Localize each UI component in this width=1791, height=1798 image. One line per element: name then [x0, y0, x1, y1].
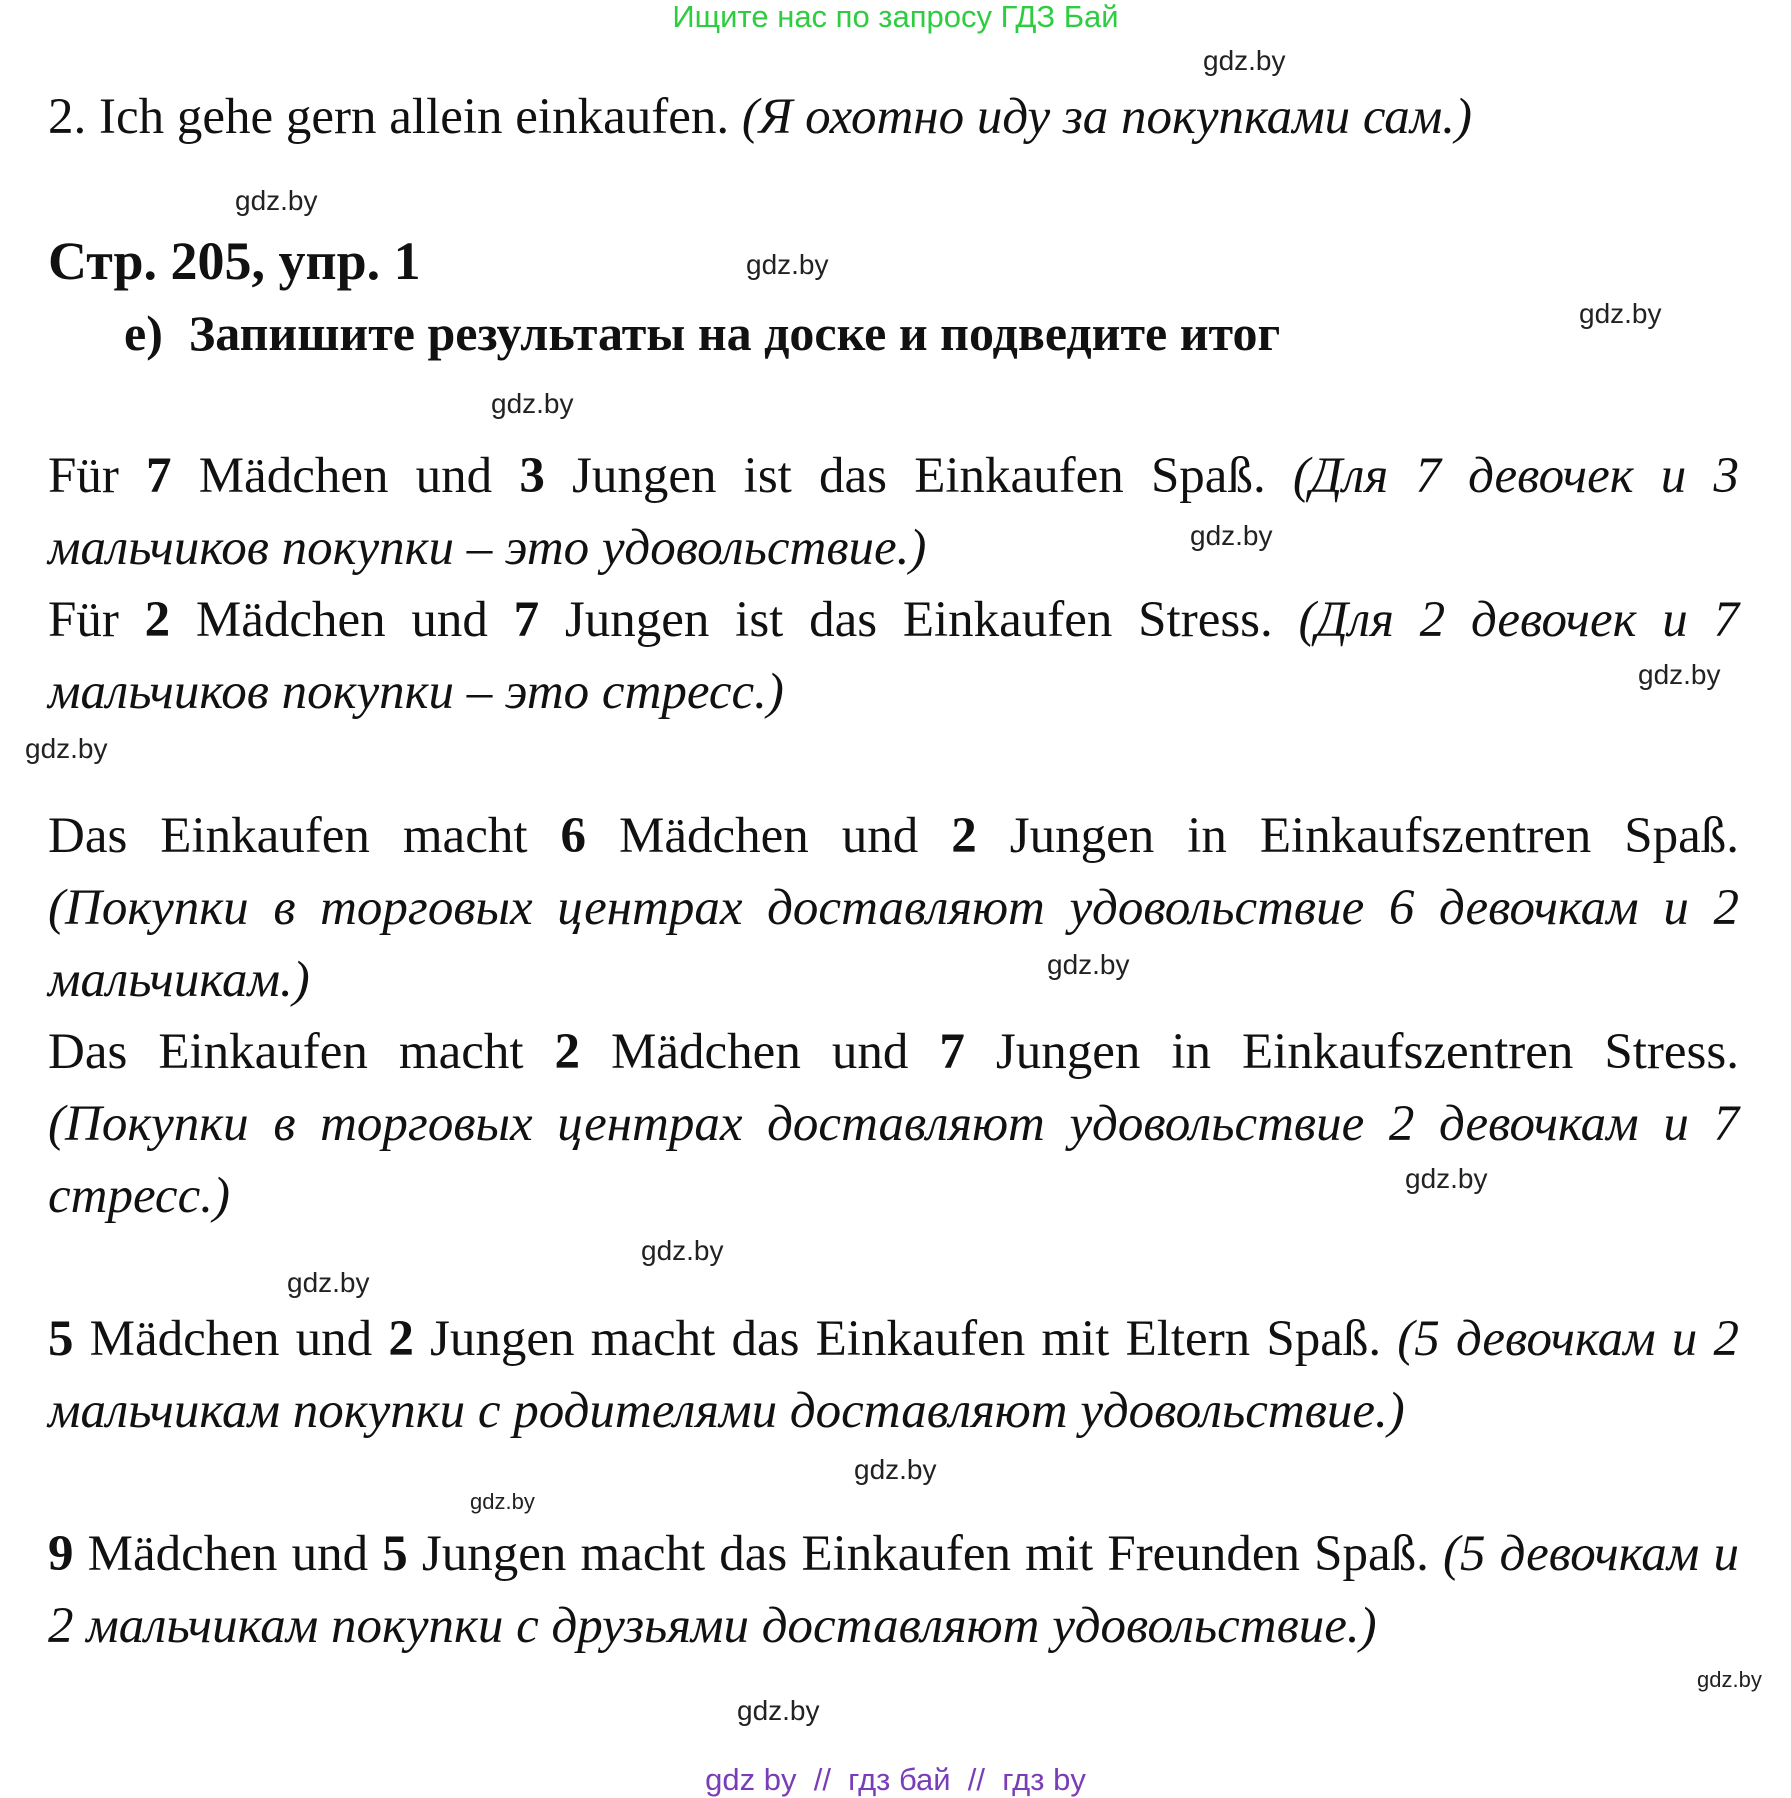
- paragraph: [48, 584, 1739, 728]
- paragraph: [48, 1016, 1739, 1232]
- count-number: 6: [560, 808, 586, 864]
- count-number: 9: [48, 1526, 74, 1582]
- german-text: Mädchen und: [170, 592, 514, 648]
- count-number: 7: [939, 1024, 965, 1080]
- paragraph: [48, 1518, 1739, 1662]
- german-text: Mädchen und: [73, 1311, 389, 1367]
- count-number: 3: [519, 448, 545, 504]
- top-banner: Ищите нас по запросу ГДЗ Бай: [672, 0, 1119, 34]
- german-text: Jungen ist das Einkaufen Spaß.: [544, 448, 1293, 504]
- russian-translation: (Покупки в торговых центрах доставляют удовольствие 2 девочкам и 7 стресс.): [48, 1096, 1739, 1224]
- german-text: Mädchen und: [171, 448, 520, 504]
- count-number: 2: [554, 1024, 581, 1080]
- watermark: gdz.by: [1190, 520, 1273, 551]
- german-text: 2. Ich gehe gern allein einkaufen.: [48, 89, 730, 145]
- watermark: gdz.by: [491, 388, 574, 419]
- count-number: 5: [382, 1526, 408, 1582]
- count-number: 7: [146, 448, 172, 504]
- watermark: gdz.by: [235, 185, 318, 216]
- german-text: Mädchen und: [580, 1024, 940, 1080]
- russian-translation: (Для 7 девочек и 3 мальчиков покупки – это удовольствие.): [48, 448, 1739, 576]
- watermark: gdz.by: [641, 1235, 724, 1266]
- count-number: 5: [48, 1311, 74, 1367]
- watermark: gdz.by: [737, 1695, 820, 1726]
- watermark: gdz.by: [1697, 1667, 1762, 1692]
- footer-links: gdz by // гдз бай // гдз by: [705, 1762, 1086, 1797]
- page-exercise-heading: Стр. 205, упр. 1: [48, 231, 421, 291]
- task-heading: [124, 300, 1280, 366]
- watermark: gdz.by: [470, 1489, 535, 1514]
- watermark: gdz.by: [1579, 298, 1662, 329]
- count-number: 2: [388, 1311, 414, 1367]
- german-text: Für: [48, 448, 147, 504]
- watermark: gdz.by: [25, 733, 108, 764]
- german-text: Das Einkaufen macht: [48, 808, 561, 864]
- paragraph: [48, 800, 1739, 1016]
- german-text: Mädchen und: [73, 1526, 383, 1582]
- count-number: 2: [951, 808, 977, 864]
- watermark: gdz.by: [1203, 45, 1286, 76]
- german-text: Jungen in Einkaufszentren Stress.: [964, 1024, 1739, 1080]
- count-number: 7: [513, 592, 540, 648]
- paragraph: [48, 1303, 1739, 1447]
- russian-translation: (5 девочкам и 2 мальчикам покупки с друзьями доставляют удовольствие.): [48, 1526, 1739, 1654]
- german-text: Mädchen und: [586, 808, 952, 864]
- watermark: gdz.by: [854, 1454, 937, 1485]
- count-number: 2: [144, 592, 171, 648]
- watermark: gdz.by: [1638, 659, 1721, 690]
- paragraph: [48, 440, 1739, 584]
- sentence-2: [48, 84, 1472, 150]
- german-text: Jungen in Einkaufszentren Spaß.: [976, 808, 1739, 864]
- russian-translation: (Для 2 девочек и 7 мальчиков покупки – это стресс.): [48, 592, 1739, 720]
- task-text: Запишите результаты на доске и подведите итог: [188, 305, 1281, 361]
- german-text: Jungen macht das Einkaufen mit Eltern Spaß.: [413, 1311, 1398, 1367]
- watermark: gdz.by: [287, 1267, 370, 1298]
- watermark: gdz.by: [1047, 949, 1130, 980]
- russian-translation: (5 девочкам и 2 мальчикам покупки с родителями доставляют удовольствие.): [48, 1311, 1739, 1439]
- german-text: Jungen ist das Einkaufen Stress.: [539, 592, 1299, 648]
- german-text: Das Einkaufen macht: [48, 1024, 555, 1080]
- watermark: gdz.by: [746, 249, 829, 280]
- watermark: gdz.by: [1405, 1163, 1488, 1194]
- russian-translation: (Я охотно иду за покупками сам.): [741, 89, 1472, 145]
- german-text: Jungen macht das Einkaufen mit Freunden Spaß.: [407, 1526, 1444, 1582]
- task-letter: e): [124, 305, 163, 361]
- russian-translation: (Покупки в торговых центрах доставляют удовольствие 6 девочкам и 2 мальчикам.): [48, 880, 1739, 1008]
- german-text: Für: [48, 592, 145, 648]
